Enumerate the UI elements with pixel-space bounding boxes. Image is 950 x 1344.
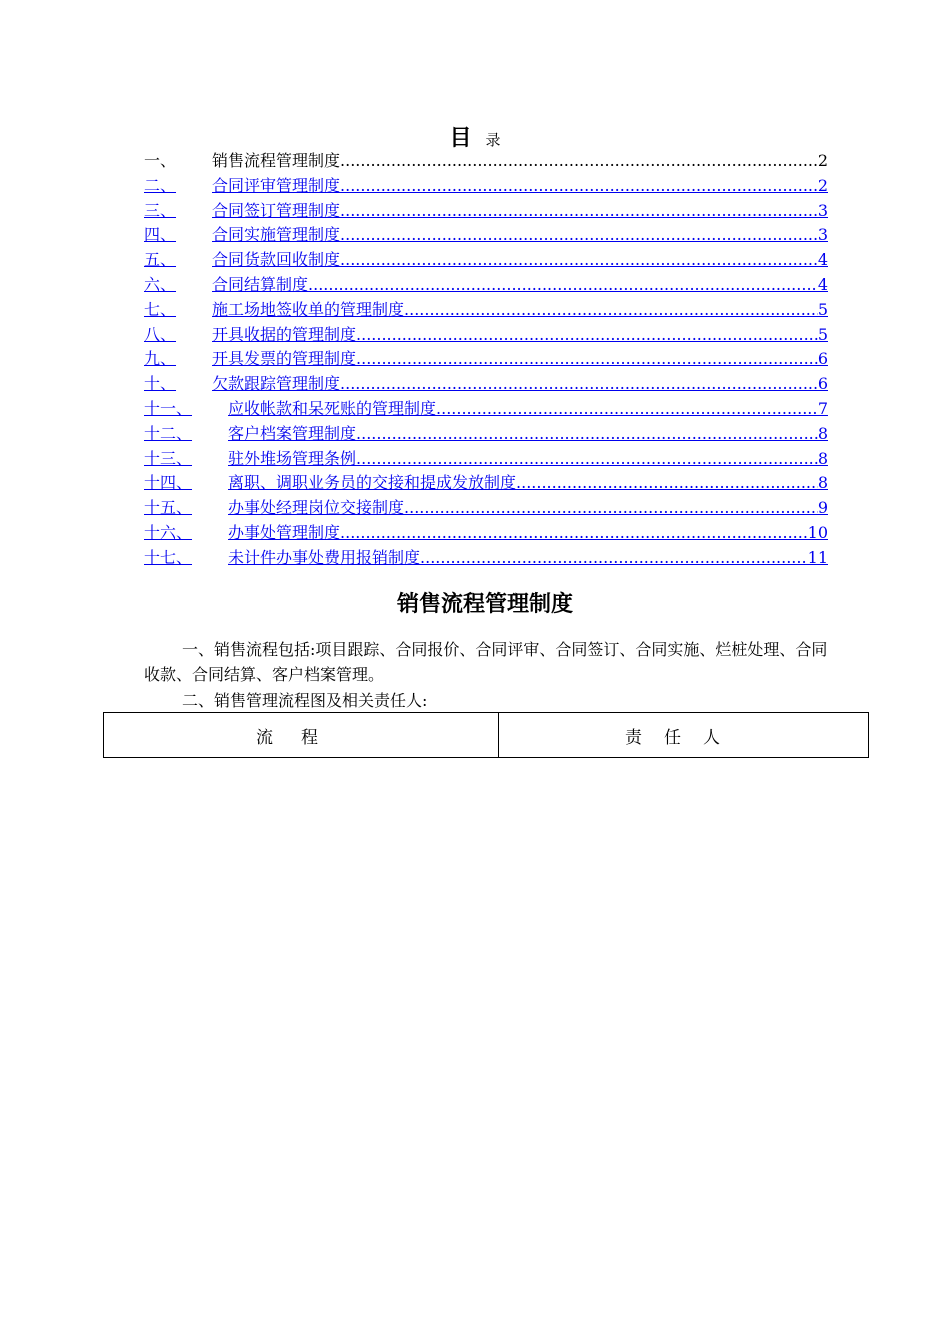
toc-entry-label: 合同评审管理制度 [212,175,341,195]
toc-entry-number: 十六、 [144,522,193,542]
toc-entry-number: 十、 [144,374,177,394]
flow-table-header-row [104,713,869,758]
toc-leader-dots [420,546,808,571]
toc-entry-page: 2 [817,151,828,170]
toc-entry[interactable] [144,422,828,447]
toc-entry-page: 6 [817,349,828,369]
toc-leader-dots [436,397,818,422]
paragraph-sales-process: 一、销售流程包括:项目跟踪、合同报价、合同评审、合同签订、合同实施、烂桩处理、合同收款、合同结算、客户档案管理。 [144,640,828,684]
toc-entry-label: 离职、调职业务员的交接和提成发放制度 [228,473,517,493]
toc-leader-dots [340,372,818,397]
toc-entry[interactable] [144,248,828,273]
toc-entry[interactable] [144,447,828,472]
toc-entry-page: 8 [817,473,828,493]
toc-entry-number: 五、 [144,250,177,270]
toc-entry-page: 11 [807,547,828,567]
toc-entry-page: 10 [807,522,828,542]
toc-title-main: 目 [449,125,472,151]
toc-entry-number: 二、 [144,175,177,195]
toc-leader-dots [340,199,818,224]
toc-entry-number: 十一、 [144,398,193,418]
toc-entry[interactable] [144,323,828,348]
toc-entry-number: 四、 [144,225,177,245]
toc-entry-page: 8 [817,423,828,443]
toc-entry-page: 6 [817,374,828,394]
toc-entry-number: 十七、 [144,547,193,567]
section-heading: 销售流程管理制度 [396,592,573,617]
toc-entry-label: 未计件办事处费用报销制度 [228,547,421,567]
toc-leader-dots [340,223,818,248]
toc-entry[interactable] [144,273,828,298]
toc-leader-dots [356,347,818,372]
toc-leader-dots [356,323,818,348]
toc-entry-label: 合同签订管理制度 [212,200,341,220]
toc-entry[interactable] [144,223,828,248]
toc-entry[interactable] [144,174,828,199]
toc-entry-label: 客户档案管理制度 [228,423,357,443]
toc-entry-number: 十二、 [144,423,193,443]
toc-entry-page: 5 [817,324,828,344]
toc-entry-page: 8 [817,448,828,468]
toc-entry-number: 一、 [144,151,177,170]
paragraph-flowchart-intro: 二、销售管理流程图及相关责任人: [182,691,428,710]
toc-leader-dots [340,248,818,273]
toc-leader-dots [404,298,818,323]
toc-entry-page: 3 [817,200,828,220]
toc-entry-label: 应收帐款和呆死账的管理制度 [228,398,437,418]
toc-entry [144,149,828,174]
toc-entry-label: 施工场地签收单的管理制度 [212,299,405,319]
toc-entry-page: 4 [817,274,828,294]
toc-entry-label: 开具收据的管理制度 [212,324,357,344]
toc-entry-label: 开具发票的管理制度 [212,349,357,369]
toc-entry[interactable] [144,471,828,496]
toc-entry-number: 十五、 [144,498,193,518]
toc-leader-dots [340,521,808,546]
toc-entry-page: 5 [817,299,828,319]
toc-entry-label: 销售流程管理制度 [212,151,341,170]
toc-entry-number: 七、 [144,299,177,319]
toc-entry-page: 2 [817,175,828,195]
toc-entry-number: 六、 [144,274,177,294]
toc-entry-page: 3 [817,225,828,245]
toc-entry-label: 办事处管理制度 [228,522,341,542]
toc-entry-label: 合同结算制度 [212,274,309,294]
toc-entry[interactable] [144,397,828,422]
toc-entry-label: 办事处经理岗位交接制度 [228,498,405,518]
flow-table [103,712,869,758]
toc-entry-label: 欠款跟踪管理制度 [212,374,341,394]
toc-leader-dots [356,422,818,447]
toc-entry-number: 十三、 [144,448,193,468]
toc-entry-page: 4 [817,250,828,270]
toc-leader-dots [308,273,818,298]
toc-entry-number: 三、 [144,200,177,220]
toc-entry[interactable] [144,546,828,571]
flow-table-header-responsible: 责任人 [499,713,869,758]
toc-leader-dots [516,471,818,496]
toc-leader-dots [340,174,818,199]
toc-leader-dots [340,149,818,174]
toc-entry[interactable] [144,199,828,224]
toc-title-sub: 录 [485,131,501,149]
toc-entry[interactable] [144,496,828,521]
flow-table-header-process: 流程 [104,713,499,758]
toc-entry-page: 7 [817,398,828,418]
toc-entry-label: 合同货款回收制度 [212,250,341,270]
toc-entry[interactable] [144,347,828,372]
toc-entry-number: 十四、 [144,473,193,493]
toc-entry-label: 合同实施管理制度 [212,225,341,245]
toc-entry[interactable] [144,521,828,546]
table-of-contents [144,149,828,571]
toc-entry-number: 八、 [144,324,177,344]
toc-entry-page: 9 [817,498,828,518]
toc-entry-label: 驻外堆场管理条例 [228,448,357,468]
toc-entry-number: 九、 [144,349,177,369]
toc-leader-dots [356,447,818,472]
toc-leader-dots [404,496,818,521]
toc-entry[interactable] [144,298,828,323]
toc-entry[interactable] [144,372,828,397]
